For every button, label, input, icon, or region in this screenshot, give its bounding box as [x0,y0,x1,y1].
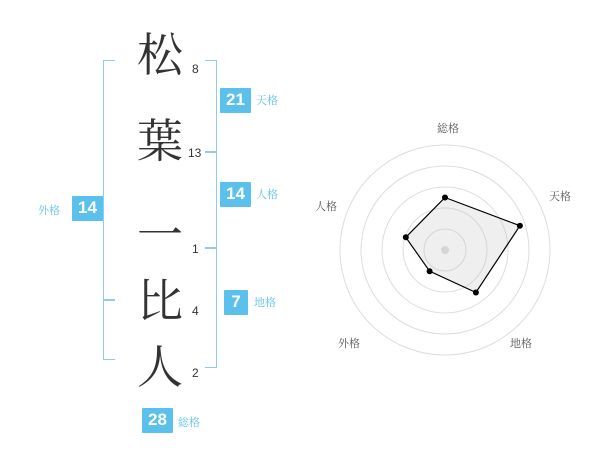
score-label-jinkaku: 人格 [256,189,278,201]
kanji-char-1: 松 [137,28,183,82]
score-label-chikaku: 地格 [254,297,276,309]
bracket-chikaku [205,248,217,368]
kanji-char-5: 人 [137,340,183,394]
radar-chart-panel [310,0,600,470]
score-label-tenkaku: 天格 [256,95,278,107]
bracket-gaikaku-upper [103,60,115,300]
stroke-count-3: 1 [192,242,199,256]
bracket-gaikaku-lower [103,300,115,360]
radar-data-area [406,198,520,293]
stroke-count-2: 13 [188,146,202,160]
score-label-soukaku: 総格 [178,417,200,429]
radar-label-tenkaku: 天格 [549,191,571,203]
stroke-count-5: 2 [192,366,199,380]
radar-label-soukaku: 総格 [437,123,459,135]
kanji-char-4: 比 [137,274,183,328]
score-badge-tenkaku[interactable]: 21 [220,88,251,113]
score-badge-jinkaku[interactable]: 14 [220,182,251,207]
score-badge-chikaku[interactable]: 7 [224,290,248,315]
kanji-char-3: 一 [137,208,183,262]
radar-chart-svg [310,0,600,470]
kanji-char-2: 葉 [137,114,183,168]
radar-label-jinkaku: 人格 [315,201,337,213]
radar-label-chikaku: 地格 [510,338,532,350]
bracket-jinkaku [205,152,217,248]
bracket-tenkaku [205,60,217,152]
stroke-count-4: 4 [192,304,199,318]
score-label-gaikaku: 外格 [38,205,60,217]
score-badge-soukaku[interactable]: 28 [142,408,173,433]
radar-label-gaikaku: 外格 [338,338,360,350]
stroke-count-1: 8 [192,62,199,76]
score-badge-gaikaku[interactable]: 14 [72,196,103,221]
